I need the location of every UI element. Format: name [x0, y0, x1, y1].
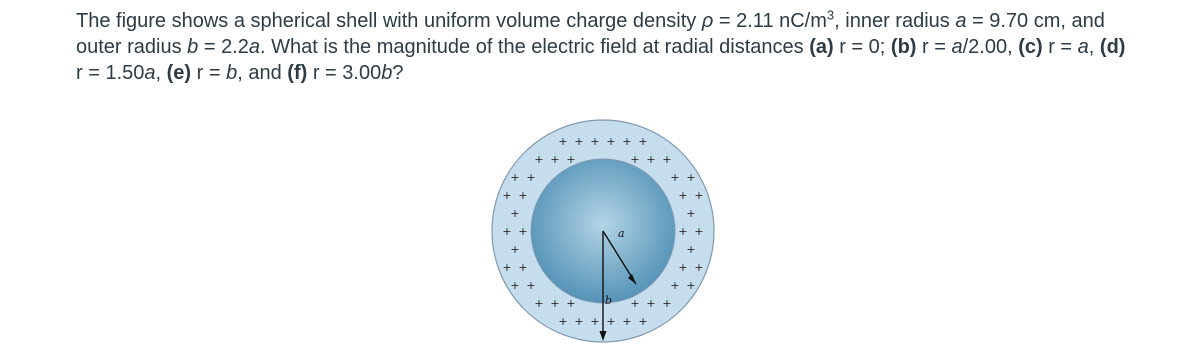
plus-sign: +	[590, 135, 600, 148]
part-e-label: (e)	[166, 62, 192, 84]
plus-sign: +	[670, 279, 680, 292]
label-a: a	[618, 227, 625, 240]
plus-sign: +	[574, 315, 584, 328]
part-f-label: (f)	[287, 62, 308, 84]
plus-sign: +	[678, 189, 688, 202]
shell-diagram	[490, 114, 720, 349]
question-text: The figure shows a spherical shell with uniform volume charge density ρ = 2.11 $nC/m^3$, inner radius a = 9.70 cm, and outer radius b = 2.2a. What is the magnitude of the electric field at radial distances (a) r = 0; (b) r = a/2.00, (c) r = a, (d) r = 1.50a, (e) r = b, and (f) r = 3.00b?	[76, 7, 1126, 84]
plus-sign: +	[510, 243, 520, 256]
plus-sign: +	[638, 135, 648, 148]
plus-sign: +	[510, 279, 520, 292]
plus-sign: +	[694, 261, 704, 274]
plus-sign: +	[518, 189, 528, 202]
plus-sign: +	[686, 279, 696, 292]
spherical-shell-figure	[490, 114, 720, 349]
plus-sign: +	[622, 315, 632, 328]
plus-sign: +	[662, 153, 672, 166]
plus-sign: +	[590, 315, 600, 328]
plus-sign: +	[694, 225, 704, 238]
plus-sign: +	[574, 135, 584, 148]
plus-sign: +	[550, 153, 560, 166]
plus-sign: +	[686, 207, 696, 220]
plus-sign: +	[558, 135, 568, 148]
plus-sign: +	[534, 153, 544, 166]
plus-sign: +	[678, 261, 688, 274]
plus-sign: +	[526, 171, 536, 184]
plus-sign: +	[502, 189, 512, 202]
part-c-label: (c)	[1018, 36, 1043, 58]
plus-sign: +	[502, 261, 512, 274]
plus-sign: +	[686, 243, 696, 256]
plus-sign: +	[646, 153, 656, 166]
plus-sign: +	[550, 297, 560, 310]
plus-sign: +	[558, 315, 568, 328]
plus-sign: +	[606, 315, 616, 328]
plus-sign: +	[638, 315, 648, 328]
part-a-label: (a)	[809, 36, 834, 58]
plus-sign: +	[694, 189, 704, 202]
plus-sign: +	[606, 135, 616, 148]
plus-sign: +	[502, 225, 512, 238]
plus-sign: +	[646, 297, 656, 310]
plus-sign: +	[518, 225, 528, 238]
plus-sign: +	[622, 135, 632, 148]
plus-sign: +	[518, 261, 528, 274]
plus-sign: +	[670, 171, 680, 184]
part-d-label: (d)	[1099, 36, 1126, 58]
plus-sign: +	[686, 171, 696, 184]
plus-sign: +	[510, 171, 520, 184]
plus-sign: +	[534, 297, 544, 310]
plus-sign: +	[566, 153, 576, 166]
rho-symbol: ρ	[701, 10, 714, 32]
label-b: b	[605, 294, 613, 307]
plus-sign: +	[630, 297, 640, 310]
plus-sign: +	[510, 207, 520, 220]
part-b-label: (b)	[890, 36, 917, 58]
plus-sign: +	[662, 297, 672, 310]
plus-sign: +	[526, 279, 536, 292]
plus-sign: +	[566, 297, 576, 310]
plus-sign: +	[630, 153, 640, 166]
plus-sign: +	[678, 225, 688, 238]
